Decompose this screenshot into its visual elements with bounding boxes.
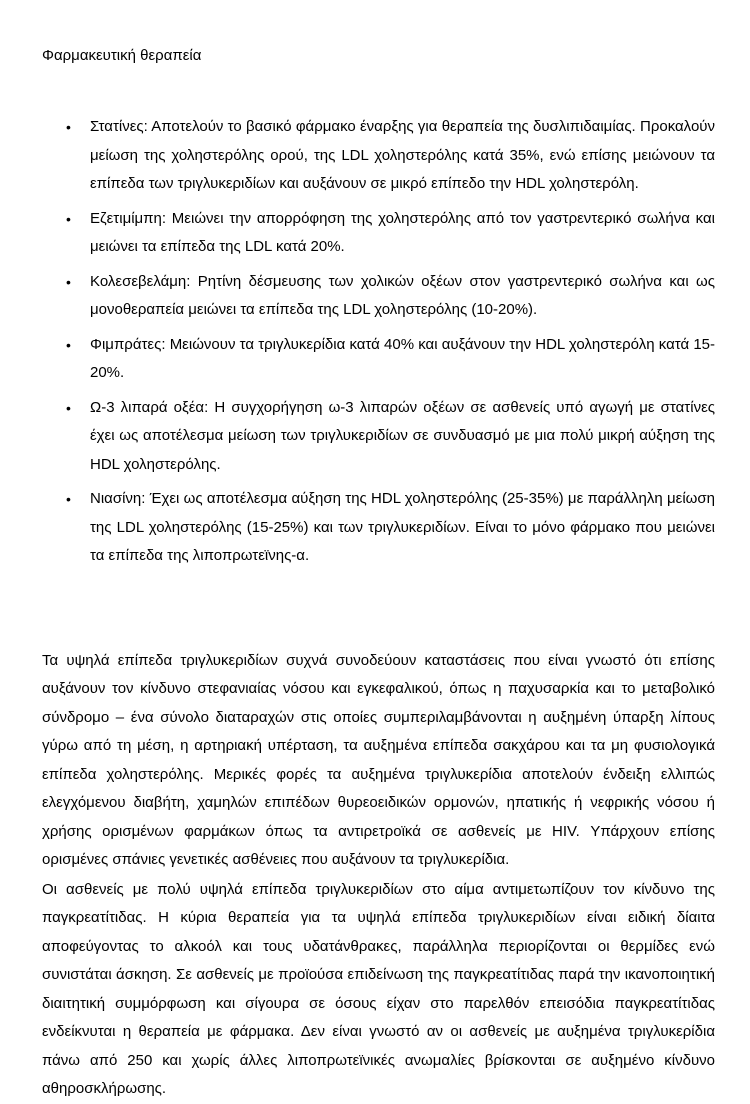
- bullet-text: Εζετιμίμπη: Μειώνει την απορρόφηση της χοληστερόλης από τον γαστρεντερικό σωλήνα και μειώνει τα επίπεδα της LDL κατά 20%.: [90, 209, 715, 255]
- bullet-text: Στατίνες: Αποτελούν το βασικό φάρμακο έναρξης για θεραπεία της δυσλιπιδαιμίας. Προκαλούν μείωση της χοληστερόλης ορού, της LDL χοληστερόλης κατά 35%, ενώ επίσης μειώνουν τα επίπεδα των τριγλυκεριδίων και αυξάνουν σε μικρό επίπεδο την HDL χοληστερόλη.: [90, 118, 715, 192]
- bullet-icon: •: [66, 399, 71, 416]
- bullet-icon: •: [66, 491, 71, 507]
- bullet-icon: •: [66, 336, 71, 353]
- bullet-item: [42, 268, 715, 325]
- bullet-text: Φιμπράτες: Μειώνουν τα τριγλυκερίδια κατά 40% και αυξάνουν την HDL χοληστερόλη κατά 15-20%.: [90, 335, 715, 381]
- bullet-text: Νιασίνη: Έχει ως αποτέλεσμα αύξηση της HDL χοληστερόλης (25-35%) με παράλληλη μείωση της LDL χοληστερόλης (15-25%) και των τριγλυκεριδίων. Είναι το μόνο φάρμακο που μειώνει τα επίπεδα της λιποπρωτεϊνης-α.: [90, 490, 715, 564]
- bullet-item: [42, 394, 715, 480]
- body-paragraph-pancreatitis-treatment: Οι ασθενείς με πολύ υψηλά επίπεδα τριγλυκεριδίων στο αίμα αντιμετωπίζουν τον κίνδυνο της παγκρεατίτιδας. Η κύρια θεραπεία για τα υψηλά επίπεδα τριγλυκεριδίων είναι ειδική δίαιτα αποφεύγοντας το αλκοόλ και τους υδατάνθρακες, παράλληλα περιορίζονται οι θερμίδες ενώ συνιστάται άσκηση. Σε ασθενείς με προϊούσα επιδείνωση της παγκρεατίτιδας παρά την ικανοποιητική διαιτητική συμμόρφωση και σίγουρα σε όσους είχαν στο παρελθόν επεισόδια παγκρεατίτιδας ενδείκνυται η θεραπεία με φάρμακα. Δεν είναι γνωστό αν οι ασθενείς με αυξημένα τριγλυκερίδια πάνω από 250 και χωρίς άλλες λιποπρωτεϊνικές ανωμαλίες βρίσκονται σε αυξημένο κίνδυνο αθηροσκλήρωσης.: [42, 880, 715, 1097]
- bullet-icon: •: [66, 273, 71, 290]
- bullet-item: [42, 331, 715, 388]
- bullet-item: [42, 485, 715, 571]
- bullet-item: [42, 205, 715, 262]
- bullet-icon: •: [66, 210, 71, 227]
- drug-bullet-list: [42, 113, 715, 571]
- bullet-icon: •: [66, 119, 71, 135]
- body-paragraph-triglycerides-conditions: Τα υψηλά επίπεδα τριγλυκεριδίων συχνά συνοδεύουν καταστάσεις που είναι γνωστό ότι επίσης αυξάνουν τον κίνδυνο στεφανιαίας νόσου και εγκεφαλικού, όπως η παχυσαρκία και το μεταβολικό σύνδρομο – ένα σύνολο διαταραχών στις οποίες συμπεριλαμβάνονται η αυξημένη ύπαρξη λίπους γύρω από τη μέση, η αρτηριακή υπέρταση, τα αυξημένα επίπεδα σακχάρου και τα μη φυσιολογικά επίπεδα χοληστερόλης. Μερικές φορές τα αυξημένα τριγλυκερίδια αποτελούν ένδειξη ελλιπώς ελεγχόμενου διαβήτη, χαμηλών επιπέδων θυρεοειδικών ορμονών, ηπατικής ή νεφρικής νόσου ή χρήσης ορισμένων φαρμάκων όπως τα αντιρετροϊκά σε ασθενείς με HIV. Υπάρχουν επίσης ορισμένες σπάνιες γενετικές ασθένειες που αυξάνουν τα τριγλυκερίδια.: [42, 651, 715, 868]
- bullet-text: Ω-3 λιπαρά οξέα: Η συγχορήγηση ω-3 λιπαρών οξέων σε ασθενείς υπό αγωγή με στατίνες έχει ως αποτέλεσμα μείωση των τριγλυκεριδίων σε συνδυασμό με μια πολύ μικρή αύξηση της HDL χοληστερόλης.: [90, 398, 715, 473]
- bullet-text: Κολεσεβελάμη: Ρητίνη δέσμευσης των χολικών οξέων στον γαστρεντερικό σωλήνα και ως μονοθεραπεία μειώνει τα επίπεδα της LDL χοληστερόλης (10-20%).: [90, 272, 715, 318]
- section-heading: Φαρμακευτική θεραπεία: [42, 47, 202, 64]
- bullet-item: [42, 113, 715, 199]
